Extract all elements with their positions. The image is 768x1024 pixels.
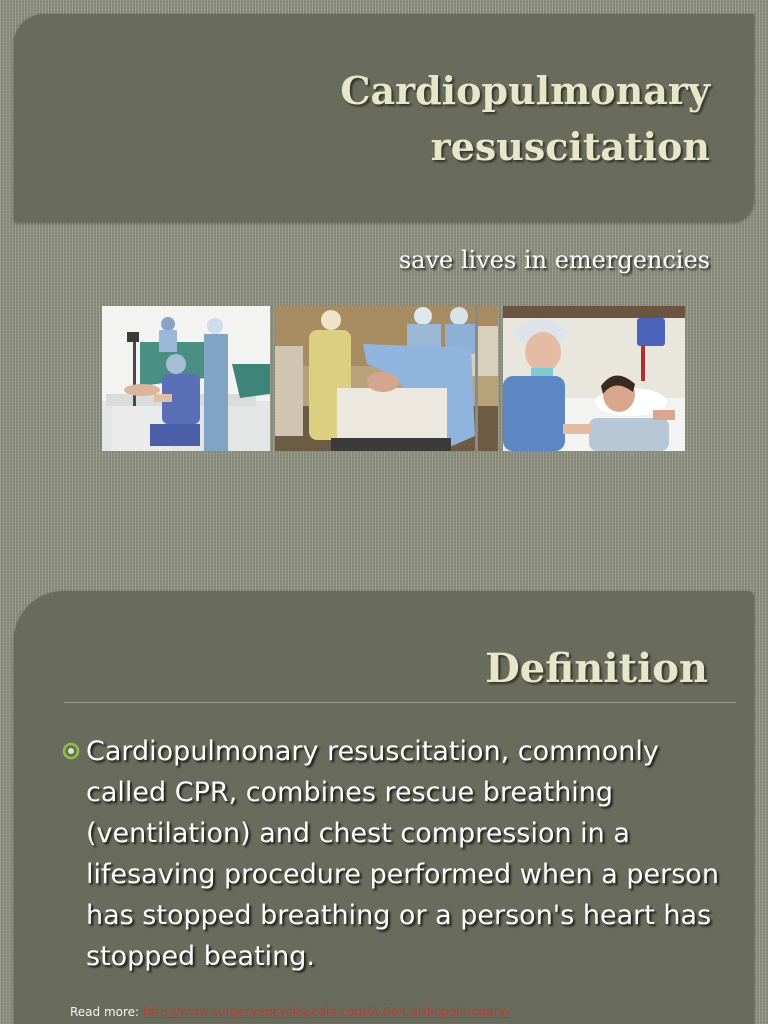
nurse-patient-photo	[503, 306, 685, 451]
definition-slide	[0, 585, 768, 1024]
read-more-line	[70, 1005, 510, 1019]
bullet-item	[62, 731, 742, 977]
slide-title-line-1: Cardiopulmonary	[340, 68, 710, 113]
ring-bullet-icon	[62, 742, 80, 760]
operating-room-photo	[275, 306, 498, 451]
definition-text: Cardiopulmonary resuscitation, commonly called CPR, combines rescue breathing (ventilation) and chest compression in a lifesaving procedure performed when a person has stopped breathing or a person's heart has stopped beating.	[86, 736, 719, 972]
title-banner	[14, 14, 754, 222]
read-more-label: Read more:	[70, 1005, 140, 1019]
slide-subtitle: save lives in emergencies	[398, 246, 710, 274]
definition-heading: Definition	[485, 645, 708, 692]
photo-strip	[102, 306, 685, 451]
slide-title-line-2: resuscitation	[430, 124, 710, 169]
heading-divider	[64, 702, 736, 703]
surgical-team-photo	[102, 306, 270, 451]
definition-panel	[14, 591, 754, 1024]
read-more-link[interactable]: http://www.surgeryencyclopedia.com/A-Ce/Cardiopulmonary-	[142, 1005, 510, 1019]
